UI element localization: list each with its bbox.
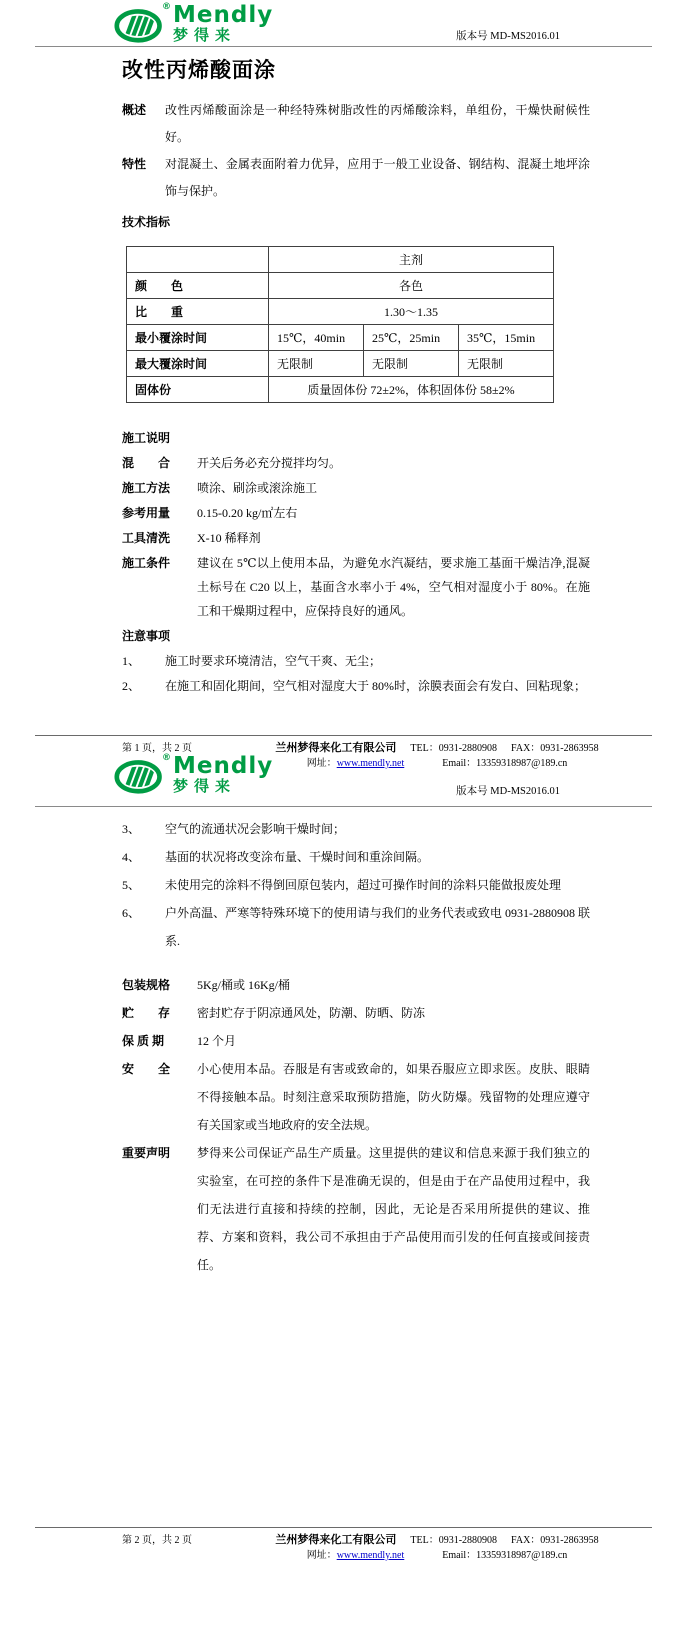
footer-fax: FAX：0931-2863958 [511, 1535, 599, 1546]
footer-contact-block [222, 1533, 652, 1563]
table-cell-solids-value: 质量固体份 72±2%，体积固体份 58±2% [269, 377, 554, 403]
table-row-color [127, 273, 554, 299]
table-cell-main-agent: 主剂 [269, 247, 554, 273]
mixing-text: 开关后务必充分搅拌均匀。 [197, 456, 342, 470]
table-cell-min-35: 35℃，15min [459, 325, 554, 351]
page2-content [122, 815, 590, 1279]
website-label: 网址： [306, 758, 337, 769]
mendly-logo-icon [114, 755, 166, 795]
note-item-2 [122, 674, 590, 699]
footer-fax: FAX：0931-2863958 [511, 743, 599, 754]
footer-tel: TEL：0931-2880908 [410, 1535, 498, 1546]
email-label: Email： [442, 758, 477, 769]
table-cell-min-label: 最小覆涂时间 [127, 325, 269, 351]
note-item-5 [122, 871, 590, 899]
note-text: 未使用完的涂料不得倒回原包装内，超过可操作时间的涂料只能做报废处理 [165, 878, 562, 892]
page1-content [122, 55, 590, 699]
features-label: 特性 [122, 157, 147, 171]
email-value: 13359318987@189.cn [476, 1550, 568, 1561]
features-row [122, 151, 590, 205]
footer-tel: TEL：0931-2880908 [410, 743, 498, 754]
company-name: 兰州梦得来化工有限公司 [275, 742, 397, 754]
features-text: 对混凝土、金属表面附着力优异，应用于一般工业设备、钢结构、混凝土地坪涂饰与保护。 [165, 157, 590, 198]
table-row-solids [127, 377, 554, 403]
logo-name-cn: 梦得来 [173, 779, 237, 795]
note-text: 基面的状况将改变涂布量、干燥时间和重涂间隔。 [165, 850, 430, 864]
conditions-row [122, 551, 590, 623]
note-number: 4、 [122, 850, 141, 864]
logo-wordmark [173, 755, 273, 795]
table-cell-min-25: 25℃，25min [364, 325, 459, 351]
packaging-label: 包装规格 [122, 978, 171, 992]
company-name: 兰州梦得来化工有限公司 [275, 1534, 397, 1546]
storage-row [122, 999, 590, 1027]
note-item-6 [122, 899, 590, 955]
registered-mark: ® [162, 753, 171, 763]
shelf-life-text: 12 个月 [197, 1034, 237, 1048]
table-row-min-recoat [127, 325, 554, 351]
table-cell-max-3: 无限制 [459, 351, 554, 377]
table-cell-gravity-label: 比 重 [127, 299, 269, 325]
table-cell-max-2: 无限制 [364, 351, 459, 377]
tech-specs-table [126, 246, 554, 403]
logo-name-en: Mendly [173, 2, 274, 28]
table-cell-min-15: 15℃，40min [269, 325, 364, 351]
safety-row [122, 1055, 590, 1139]
note-number: 1、 [122, 654, 141, 668]
tech-specs-heading: 技术指标 [122, 215, 171, 229]
disclaimer-label: 重要声明 [122, 1146, 171, 1160]
safety-label: 安 全 [122, 1062, 171, 1076]
table-cell-max-label: 最大覆涂时间 [127, 351, 269, 377]
dosage-text: 0.15-0.20 kg/㎡左右 [197, 506, 298, 520]
disclaimer-text: 梦得来公司保证产品生产质量。这里提供的建议和信息来源于我们独立的实验室，在可控的条件下是准确无误的，但是由于在产品使用过程中，我们无法进行直接和持续的控制，因此，无论是否采用所提供的建议、推荐、方案和资料，我公司不承担由于产品使用而引发的任何直接或间接责任。 [197, 1146, 590, 1272]
note-number: 2、 [122, 679, 141, 693]
cleaning-row [122, 526, 590, 551]
table-cell-max-1: 无限制 [269, 351, 364, 377]
note-number: 5、 [122, 878, 141, 892]
mixing-label: 混 合 [122, 456, 171, 470]
mendly-logo [114, 755, 273, 795]
safety-text: 小心使用本品。吞服是有害或致命的，如果吞服应立即求医。皮肤、眼睛不得接触本品。时刻注意采取预防措施，防火防爆。残留物的处理应遵守有关国家或当地政府的安全法规。 [197, 1062, 590, 1132]
packaging-row [122, 971, 590, 999]
note-number: 3、 [122, 822, 141, 836]
website-link[interactable]: www.mendly.net [336, 1550, 405, 1561]
overview-label: 概述 [122, 103, 147, 117]
method-row [122, 476, 590, 501]
website-label: 网址： [306, 1550, 337, 1561]
note-text: 空气的流通状况会影响干燥时间； [165, 822, 346, 836]
page2-footer [35, 1527, 652, 1563]
note-text: 施工时要求环境清洁，空气干爽、无尘； [165, 654, 382, 668]
conditions-text: 建议在 5℃以上使用本品，为避免水汽凝结，要求施工基面干燥洁净,混凝土标号在 C20 以上，基面含水率小于 4%，空气相对湿度小于 80%。在施工和干燥期过程中，应保持良好的通风。 [197, 556, 590, 618]
table-cell-solids-label: 固体份 [127, 377, 269, 403]
table-cell-color-value: 各色 [269, 273, 554, 299]
notes-heading: 注意事项 [122, 629, 171, 643]
logo-wordmark [173, 4, 273, 44]
table-row-max-recoat [127, 351, 554, 377]
application-heading: 施工说明 [122, 431, 171, 445]
cleaning-label: 工具清洗 [122, 531, 171, 545]
cleaning-text: X-10 稀释剂 [197, 531, 261, 545]
table-cell-corner [127, 247, 269, 273]
disclaimer-row [122, 1139, 590, 1279]
method-label: 施工方法 [122, 481, 171, 495]
note-number: 6、 [122, 906, 141, 920]
table-row-gravity [127, 299, 554, 325]
header-divider [35, 806, 652, 807]
mendly-logo [114, 4, 273, 44]
mendly-logo-icon [114, 4, 166, 44]
page-title: 改性丙烯酸面涂 [122, 58, 276, 82]
note-item-3 [122, 815, 590, 843]
version-number: 版本号 MD-MS2016.01 [456, 31, 560, 42]
footer-contact-block [222, 741, 652, 771]
website-link[interactable]: www.mendly.net [336, 758, 405, 769]
page-indicator: 第 1 页，共 2 页 [122, 743, 192, 754]
page-indicator: 第 2 页，共 2 页 [122, 1535, 192, 1546]
registered-mark: ® [162, 2, 171, 12]
table-row-header [127, 247, 554, 273]
note-item-4 [122, 843, 590, 871]
email-value: 13359318987@189.cn [476, 758, 568, 769]
storage-text: 密封贮存于阴凉通风处，防潮、防晒、防冻 [197, 1006, 426, 1020]
shelf-life-label: 保 质 期 [122, 1034, 165, 1048]
overview-text: 改性丙烯酸面涂是一种经特殊树脂改性的丙烯酸涂料，单组份，干燥快耐候性好。 [165, 103, 590, 144]
logo-name-cn: 梦得来 [173, 28, 237, 44]
note-text: 户外高温、严寒等特殊环境下的使用请与我们的业务代表或致电 0931-2880908 联系. [165, 906, 590, 948]
method-text: 喷涂、刷涂或滚涂施工 [197, 481, 318, 495]
packaging-text: 5Kg/桶或 16Kg/桶 [197, 978, 291, 992]
shelf-life-row [122, 1027, 590, 1055]
version-number: 版本号 MD-MS2016.01 [456, 786, 560, 797]
mixing-row [122, 451, 590, 476]
dosage-label: 参考用量 [122, 506, 171, 520]
storage-label: 贮 存 [122, 1006, 171, 1020]
table-cell-color-label: 颜 色 [127, 273, 269, 299]
email-label: Email： [442, 1550, 477, 1561]
header-divider [35, 46, 652, 47]
note-item-1 [122, 649, 590, 674]
note-text: 在施工和固化期间，空气相对湿度大于 80%时，涂膜表面会有发白、回粘现象； [165, 679, 586, 693]
logo-name-en: Mendly [173, 753, 274, 779]
overview-row [122, 97, 590, 151]
dosage-row [122, 501, 590, 526]
table-cell-gravity-value: 1.30～1.35 [269, 299, 554, 325]
conditions-label: 施工条件 [122, 556, 171, 570]
